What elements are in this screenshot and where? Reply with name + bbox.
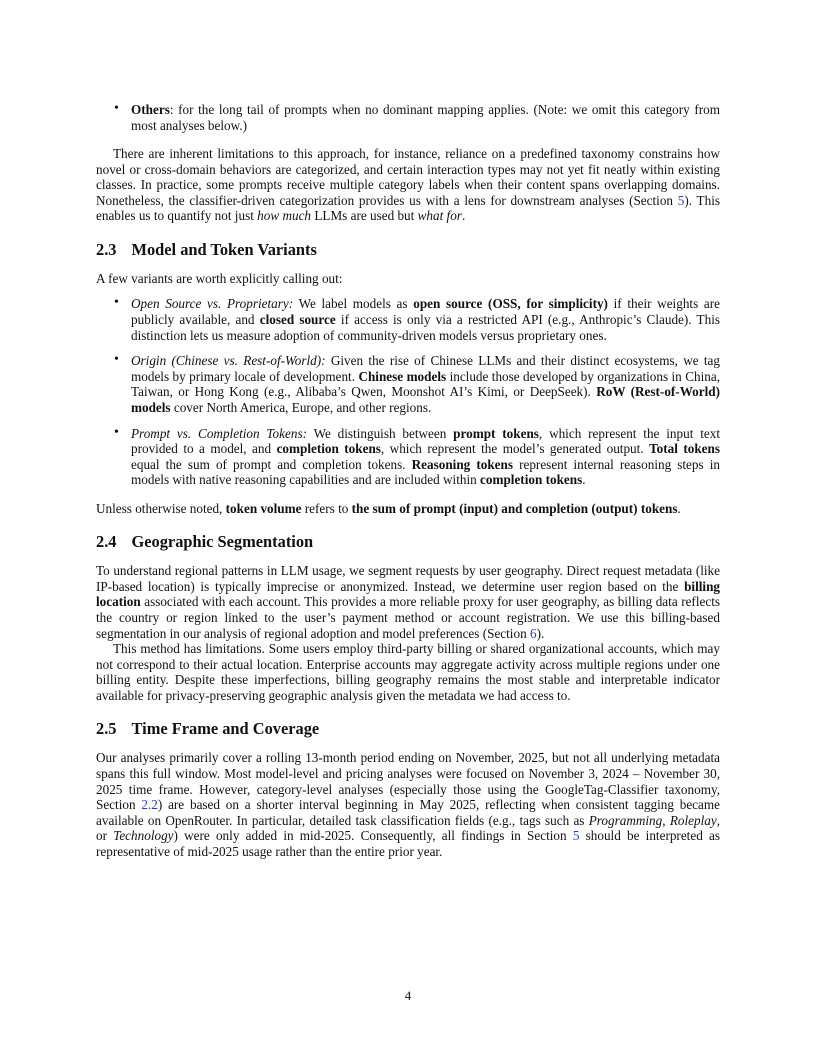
text-segment: if access is only via a restricted API (e.g., Anthropic’s Claude). This distinction lets us measure adoption of community-driven models versus proprietary ones. <box>131 312 720 343</box>
paragraph-token-volume-note <box>96 501 720 517</box>
section-ref-link[interactable]: 5 <box>677 192 685 208</box>
section-title: Geographic Segmentation <box>131 532 314 552</box>
text-segment: , which represent the input text provided to a model, and <box>131 425 720 457</box>
text-segment: This method has limitations. Some users employ third-party billing or shared organizational accounts, which may not correspond to their actual location. Enterprise accounts may aggregate activity across multiple regions under one billing entity. Despite these imperfections, billing geography remains the most stable and interpretable indicator available for privacy-preserving geographic analysis given the metadata we had access to. <box>96 641 720 703</box>
text-segment: Unless otherwise noted, <box>96 500 226 516</box>
text-segment: Given the rise of Chinese LLMs and their distinct ecosystems, we tag models by primary locale of development. <box>131 353 720 384</box>
text-segment: . <box>461 208 466 224</box>
list-item-origin-chinese-vs-row <box>131 353 720 415</box>
others-bullet-list <box>96 102 720 133</box>
text-segment: the sum of prompt (input) and completion (output) tokens <box>351 500 678 516</box>
text-segment: completion tokens <box>276 441 381 457</box>
text-segment: RoW (Rest-of-World) models <box>131 384 720 415</box>
text-segment: We label models as <box>293 296 414 312</box>
page-number: 4 <box>404 988 412 1003</box>
text-segment: We distinguish between <box>306 425 454 441</box>
paragraph-geography-limitations <box>96 641 720 703</box>
variants-bullet-list <box>96 296 720 487</box>
text-segment: Prompt vs. Completion Tokens: <box>131 425 307 441</box>
text-segment: Roleplay <box>669 812 717 828</box>
text-segment: should be interpreted as representative of mid-2025 usage rather than the entire prior year. <box>96 828 720 859</box>
text-segment: ) were only added in mid-2025. Consequently, all findings in Section <box>173 828 573 844</box>
list-item-prompt-vs-completion-tokens <box>131 426 720 488</box>
text-segment: To understand regional patterns in LLM usage, we segment requests by user geography. Direct request metadata (like IP-based location) is typically imprecise or anonymized. Instead, we determine user region based on the <box>96 563 720 594</box>
text-segment: LLMs are used but <box>311 208 418 224</box>
text-segment: ). <box>536 625 545 641</box>
text-segment: token volume <box>225 500 302 516</box>
text-segment: if their weights are publicly available, and <box>131 296 720 328</box>
text-segment: include those developed by organizations in China, Taiwan, or Hong Kong (e.g., Alibaba’s Qwen, Moonshot AI’s Kimi, or DeepSeek). <box>131 368 720 400</box>
text-segment: Our analyses primarily cover a rolling 13-month period ending on November, 2025, but not all underlying metadata spans this full window. Most model-level and pricing analyses were focused on November 3, 2024 – November 30, 2025 time frame. However, category-level analyses (especially those using the GoogleTag-Classifier taxonomy, Section <box>96 750 720 813</box>
text-segment: prompt tokens <box>453 425 539 441</box>
text-segment: Open Source vs. Proprietary: <box>131 296 294 312</box>
text-segment: , or <box>96 812 720 844</box>
section-heading-model-token-variants <box>96 241 720 260</box>
text-segment: Chinese models <box>358 368 447 384</box>
text-segment: : for the long tail of prompts when no dominant mapping applies. (Note: we omit this category from most analyses below.) <box>131 102 720 133</box>
text-segment: A few variants are worth explicitly calling out: <box>96 270 343 286</box>
text-segment: Others <box>131 102 170 117</box>
text-column <box>96 92 720 859</box>
text-segment: Reasoning tokens <box>411 456 513 472</box>
text-segment: . <box>582 472 586 488</box>
section-ref-link[interactable]: 5 <box>572 828 580 844</box>
text-segment: ). This enables us to quantify not just <box>96 192 720 224</box>
text-segment: There are inherent limitations to this approach, for instance, reliance on a predefined taxonomy constrains how novel or cross-domain behaviors are categorized, and certain interaction types may not yet fit neatly within existing classes. In practice, some prompts receive multiple category labels when their content spans overlapping domains. Nonetheless, the classifier-driven categorization provides us with a lens for downstream analyses (Section <box>96 146 720 208</box>
text-segment: cover North America, Europe, and other regions. <box>170 399 432 415</box>
section-ref-link[interactable]: 2.2 <box>141 797 158 813</box>
text-segment: equal the sum of prompt and completion tokens. <box>131 456 412 472</box>
text-segment: open source (OSS, for simplicity) <box>413 296 608 312</box>
text-segment: Technology <box>113 828 174 844</box>
text-segment: Origin (Chinese vs. Rest-of-World): <box>131 353 326 369</box>
paragraph-variants-intro <box>96 271 720 287</box>
text-segment: closed source <box>259 312 336 328</box>
text-segment: Total tokens <box>649 441 720 457</box>
section-number: 2.4 <box>96 532 117 552</box>
section-title: Time Frame and Coverage <box>131 719 320 739</box>
section-heading-time-frame-coverage <box>96 720 720 739</box>
text-segment: completion tokens <box>480 472 583 488</box>
text-segment: , <box>662 812 670 828</box>
text-segment: ) are based on a shorter interval beginning in May 2025, reflecting when consistent tagging became available on OpenRouter. In particular, detailed task classification fields (e.g., tags such as <box>96 797 720 828</box>
section-number: 2.3 <box>96 240 117 260</box>
list-item-others <box>131 102 720 133</box>
text-segment: what for <box>417 208 462 224</box>
section-ref-link[interactable]: 6 <box>529 625 537 641</box>
paragraph-geography-method <box>96 563 720 641</box>
list-item-open-source-vs-proprietary <box>131 296 720 343</box>
text-segment: . <box>677 500 681 516</box>
text-segment: billing location <box>96 578 720 610</box>
paragraph-time-frame <box>96 750 720 859</box>
text-segment: represent internal reasoning steps in models with native reasoning capabilities and are included within <box>131 456 720 488</box>
text-segment: Programming <box>588 812 663 828</box>
text-segment: associated with each account. This provides a more reliable proxy for user geography, as billing data reflects the country or region linked to the user’s payment method or account registration. We use this billing-based segmentation in our analysis of regional adoption and model preferences (Section <box>96 594 720 641</box>
section-number: 2.5 <box>96 719 117 739</box>
text-segment: how much <box>257 208 312 224</box>
section-heading-geographic-segmentation <box>96 533 720 552</box>
text-segment: refers to <box>301 500 352 516</box>
section-title: Model and Token Variants <box>131 240 317 260</box>
paragraph-classifier-limitations <box>96 146 720 224</box>
text-segment: , which represent the model’s generated output. <box>380 441 650 457</box>
